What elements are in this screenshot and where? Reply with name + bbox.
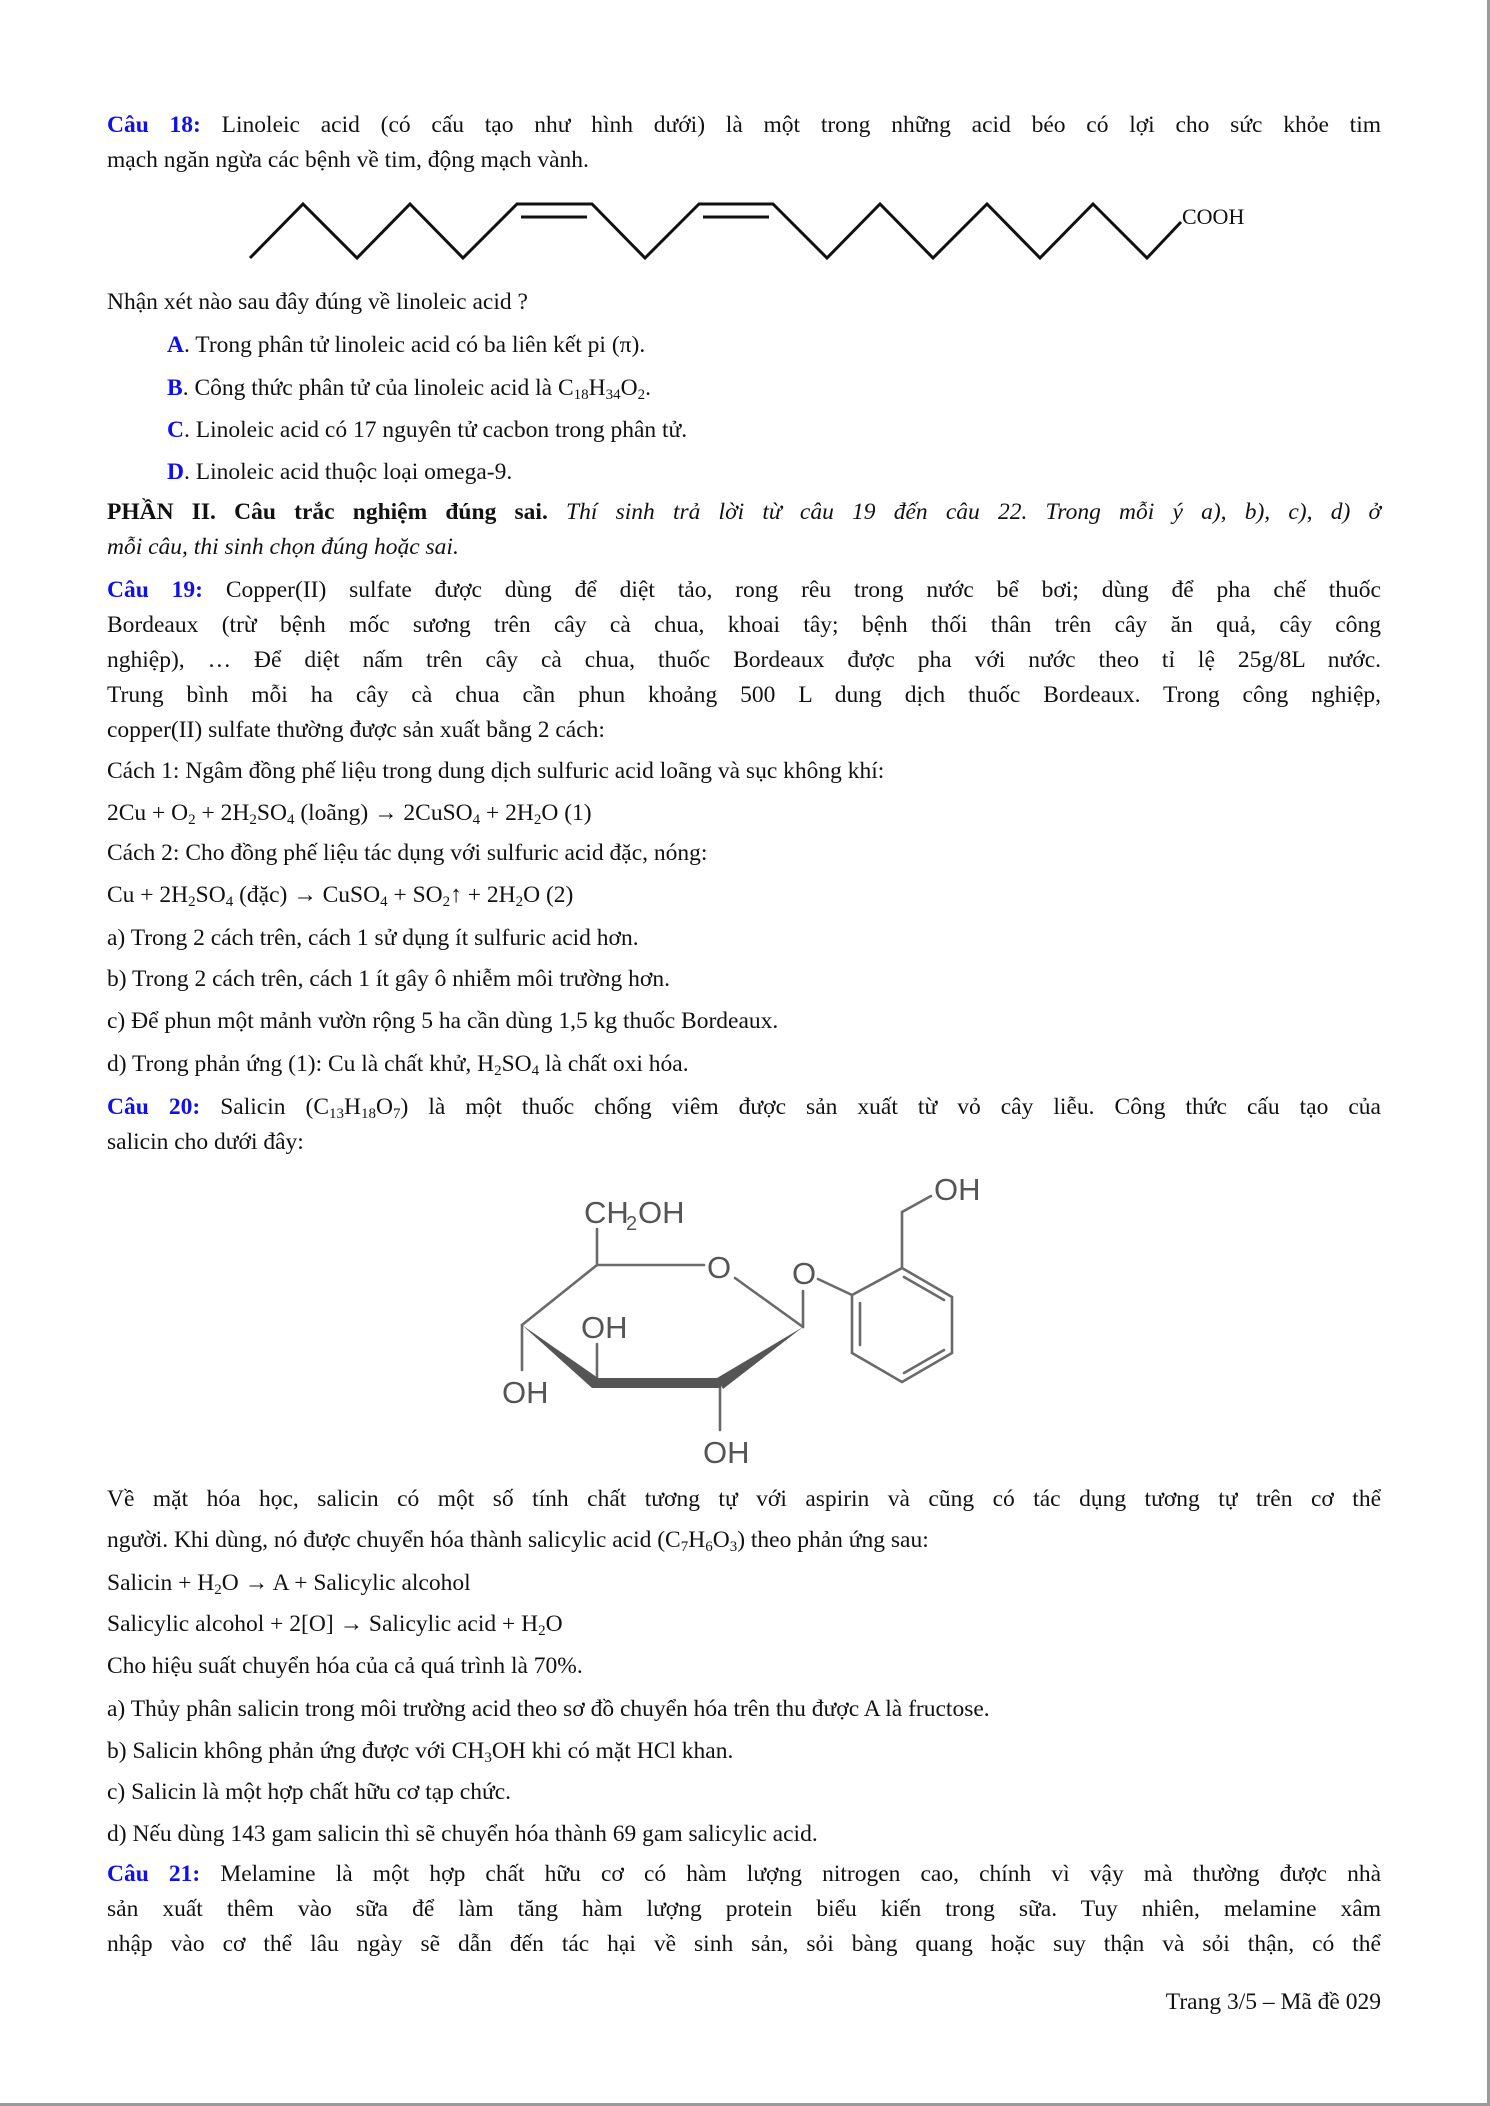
text-run: + 2H xyxy=(195,800,250,826)
subscript: 2 xyxy=(533,812,542,828)
q19-para-line-5: copper(II) sulfate thường được sản xuất bằng 2 cách: xyxy=(107,717,605,743)
text-run: O (2) xyxy=(523,882,574,908)
subscript: 2 xyxy=(442,894,451,910)
subscript: 6 xyxy=(705,1539,713,1555)
page-footer: Trang 3/5 – Mã đề 029 xyxy=(1165,1989,1381,2015)
subscript: 2 xyxy=(637,387,646,403)
text-run: a) Trong 2 cách trên, cách 1 sử dụng ít sulfuric acid hơn. xyxy=(107,925,639,951)
text-run: d) Trong phản ứng (1): Cu là chất khử, H xyxy=(107,1051,495,1077)
q18-intro-text: Linoleic acid (có cấu tạo như hình dưới) là một trong những acid béo có lợi cho sức khỏe tim xyxy=(221,112,1381,138)
text-run: SO xyxy=(501,1051,532,1077)
text-run: . Công thức phân tử của linoleic acid là C xyxy=(182,375,574,401)
subscript: 4 xyxy=(531,1063,540,1079)
text-run: O xyxy=(620,375,638,401)
subscript: 2 xyxy=(188,812,196,828)
subscript: 13 xyxy=(329,1106,345,1122)
text-run: + SO xyxy=(387,882,443,908)
text-run: là chất oxi hóa. xyxy=(539,1051,689,1077)
ch2oh-label-sub: 2 xyxy=(626,1213,638,1235)
benzene-ring xyxy=(852,1268,952,1382)
subscript: 2 xyxy=(494,1063,502,1079)
q20-statement-d xyxy=(107,1820,818,1848)
text-run: a) Thủy phân salicin trong môi trường acid theo sơ đồ chuyển hóa trên thu được A là fructose. xyxy=(107,1696,990,1722)
part2-instruction: Thí sinh trả lời từ câu 19 đến câu 22. Trong mỗi ý a), b), c), d) ở xyxy=(566,499,1382,525)
text-run: (đặc) → CuSO xyxy=(233,882,381,908)
text-run: . Linoleic acid có 17 nguyên tử cacbon trong phân tử. xyxy=(183,417,688,443)
text-run: . Trong phân tử linoleic acid có ba liên kết pi (π). xyxy=(183,332,646,358)
text-run: ) theo phản ứng sau: xyxy=(737,1527,929,1553)
q19-label: Câu 19: xyxy=(107,577,203,603)
q20-statement-a xyxy=(107,1695,990,1723)
text-run: O → A + Salicylic alcohol xyxy=(221,1570,471,1596)
text-run: . Linoleic acid thuộc loại omega-9. xyxy=(183,459,513,485)
text-run: Salicylic alcohol + 2[O] → Salicylic acid + H xyxy=(107,1611,539,1637)
part2-title: PHẦN II. Câu trắc nghiệm đúng sai. xyxy=(107,499,548,525)
ch2oh-label-oh: OH xyxy=(638,1195,685,1230)
subscript: 4 xyxy=(286,812,295,828)
subscript: 2 xyxy=(249,812,257,828)
text-run: OH khi có mặt HCl khan. xyxy=(491,1738,734,1764)
subscript: 2 xyxy=(538,1623,546,1639)
subscript: 4 xyxy=(472,812,481,828)
subscript: 18 xyxy=(573,387,589,403)
text-run: H xyxy=(588,375,606,401)
subscript: 2 xyxy=(214,1582,222,1598)
text-run: c) Salicin là một hợp chất hữu cơ tạp chức. xyxy=(107,1779,512,1805)
q19-method-2: Cách 2: Cho đồng phế liệu tác dụng với sulfuric acid đặc, nóng: xyxy=(107,840,708,866)
text-run: SO xyxy=(195,882,226,908)
q20-statement-c xyxy=(107,1778,511,1806)
wedge-c2-c1 xyxy=(717,1327,803,1389)
text-run: O xyxy=(376,1094,393,1120)
bond-glyco-o-aryl xyxy=(818,1279,852,1295)
q18-label: Câu 18: xyxy=(107,112,201,138)
subscript: 2 xyxy=(188,894,196,910)
cooh-label: COOH xyxy=(1182,204,1245,229)
option-letter: A xyxy=(167,332,184,358)
text-run: ↑ + 2H xyxy=(450,882,516,908)
text-run: H xyxy=(688,1527,706,1553)
q21-para-line-1 xyxy=(107,1860,1381,1888)
q19-para-line-2: Bordeaux (trừ bệnh mốc sương trên cây cà chua, khoai tây; bệnh thối thân trên cây ăn quả, cây công xyxy=(107,612,1381,638)
c2-oh-label: OH xyxy=(703,1435,750,1470)
text-run: ) là một thuốc chống viêm được sản xuất từ vỏ cây liễu. Công thức cấu tạo của xyxy=(400,1094,1381,1120)
c3-oh-label: OH xyxy=(581,1310,628,1345)
ch2oh-label-ch: CH xyxy=(584,1195,629,1230)
benzyl-oh-label: OH xyxy=(934,1172,981,1207)
q19-method-1: Cách 1: Ngâm đồng phế liệu trong dung dịch sulfuric acid loãng và sục không khí: xyxy=(107,758,885,784)
text-run: . xyxy=(645,375,651,401)
q18-question: Nhận xét nào sau đây đúng về linoleic acid ? xyxy=(107,289,528,315)
text-run: d) Nếu dùng 143 gam salicin thì sẽ chuyển hóa thành 69 gam salicylic acid. xyxy=(107,1821,818,1847)
text-run: b) Trong 2 cách trên, cách 1 ít gây ô nhiễm môi trường hơn. xyxy=(107,966,670,992)
q20-reaction-1 xyxy=(107,1569,471,1597)
subscript: 7 xyxy=(392,1106,401,1122)
text-run: Salicin (C xyxy=(220,1094,330,1120)
q19-para-text: Copper(II) sulfate được dùng để diệt tảo, rong rêu trong nước bể bơi; dùng để pha chế thuốc xyxy=(225,577,1381,603)
text-run: H xyxy=(344,1094,361,1120)
q20-statement-b xyxy=(107,1737,733,1765)
text-run: Salicin + H xyxy=(107,1570,215,1596)
subscript: 3 xyxy=(484,1750,492,1766)
q20-intro-line-2: salicin cho dưới đây: xyxy=(107,1129,304,1155)
option-letter: D xyxy=(167,459,184,485)
text-run: SO xyxy=(256,800,287,826)
subscript: 3 xyxy=(729,1539,738,1555)
q20-reaction-2 xyxy=(107,1610,563,1638)
bold-bond-c3-c2 xyxy=(592,1378,721,1388)
text-run: O (1) xyxy=(541,800,592,826)
q20-label: Câu 20: xyxy=(107,1094,201,1120)
q21-label: Câu 21: xyxy=(107,1861,201,1887)
part2-header-line-2: mỗi câu, thi sinh chọn đúng hoặc sai. xyxy=(107,534,459,560)
option-letter: C xyxy=(167,417,184,443)
text-run: Cu + 2H xyxy=(107,882,189,908)
text-run: người. Khi dùng, nó được chuyển hóa thành salicylic acid (C xyxy=(107,1527,681,1553)
glycosidic-oxygen-label: O xyxy=(792,1256,817,1291)
q19-para-line-3: nghiệp), … Để diệt nấm trên cây cà chua, thuốc Bordeaux được pha với nước theo tỉ lệ 25g/8L nước. xyxy=(107,647,1381,673)
subscript: 2 xyxy=(515,894,524,910)
text-run: + 2H xyxy=(480,800,534,826)
text-run: 2Cu + O xyxy=(107,800,189,826)
q20-para-line-2 xyxy=(107,1526,929,1554)
subscript: 34 xyxy=(605,387,621,403)
text-run: O xyxy=(545,1611,563,1637)
q21-para-line-2: sản xuất thêm vào sữa để làm tăng hàm lượng protein biểu kiến trong sữa. Tuy nhiên, melamine xâm xyxy=(107,1896,1381,1922)
option-letter: B xyxy=(167,375,183,401)
subscript: 7 xyxy=(680,1539,689,1555)
q18-intro-line-2: mạch ngăn ngừa các bệnh về tim, động mạch vành. xyxy=(107,147,589,173)
ring-oxygen-label: O xyxy=(707,1250,732,1285)
subscript: 4 xyxy=(380,894,388,910)
text-run: O xyxy=(712,1527,730,1553)
q21-para-line-3: nhập vào cơ thể lâu ngày sẽ dẫn đến tác hại về sinh sản, sỏi bàng quang hoặc suy thận và sỏi thận, có thể xyxy=(107,1931,1381,1957)
c4-oh-label: OH xyxy=(502,1375,549,1410)
q21-para-text: Melamine là một hợp chất hữu cơ có hàm lượng nitrogen cao, chính vì vậy mà thường được nhà xyxy=(220,1861,1382,1887)
text-run: (loãng) → 2CuSO xyxy=(294,800,473,826)
subscript: 18 xyxy=(361,1106,376,1122)
q20-para-line-1: Về mặt hóa học, salicin có một số tính chất tương tự với aspirin và cũng có tác dụng tương tự trên cơ thể xyxy=(107,1486,1381,1512)
text-run: b) Salicin không phản ứng được với CH xyxy=(107,1738,485,1764)
q19-para-line-4: Trung bình mỗi ha cây cà chua cần phun khoảng 500 L dung dịch thuốc Bordeaux. Trong công nghiệp, xyxy=(107,682,1381,708)
text-run: c) Để phun một mảnh vườn rộng 5 ha cần dùng 1,5 kg thuốc Bordeaux. xyxy=(107,1008,779,1034)
bond-ch2-oh xyxy=(902,1196,931,1212)
q20-yield-note: Cho hiệu suất chuyển hóa của cả quá trình là 70%. xyxy=(107,1653,583,1679)
subscript: 4 xyxy=(225,894,234,910)
